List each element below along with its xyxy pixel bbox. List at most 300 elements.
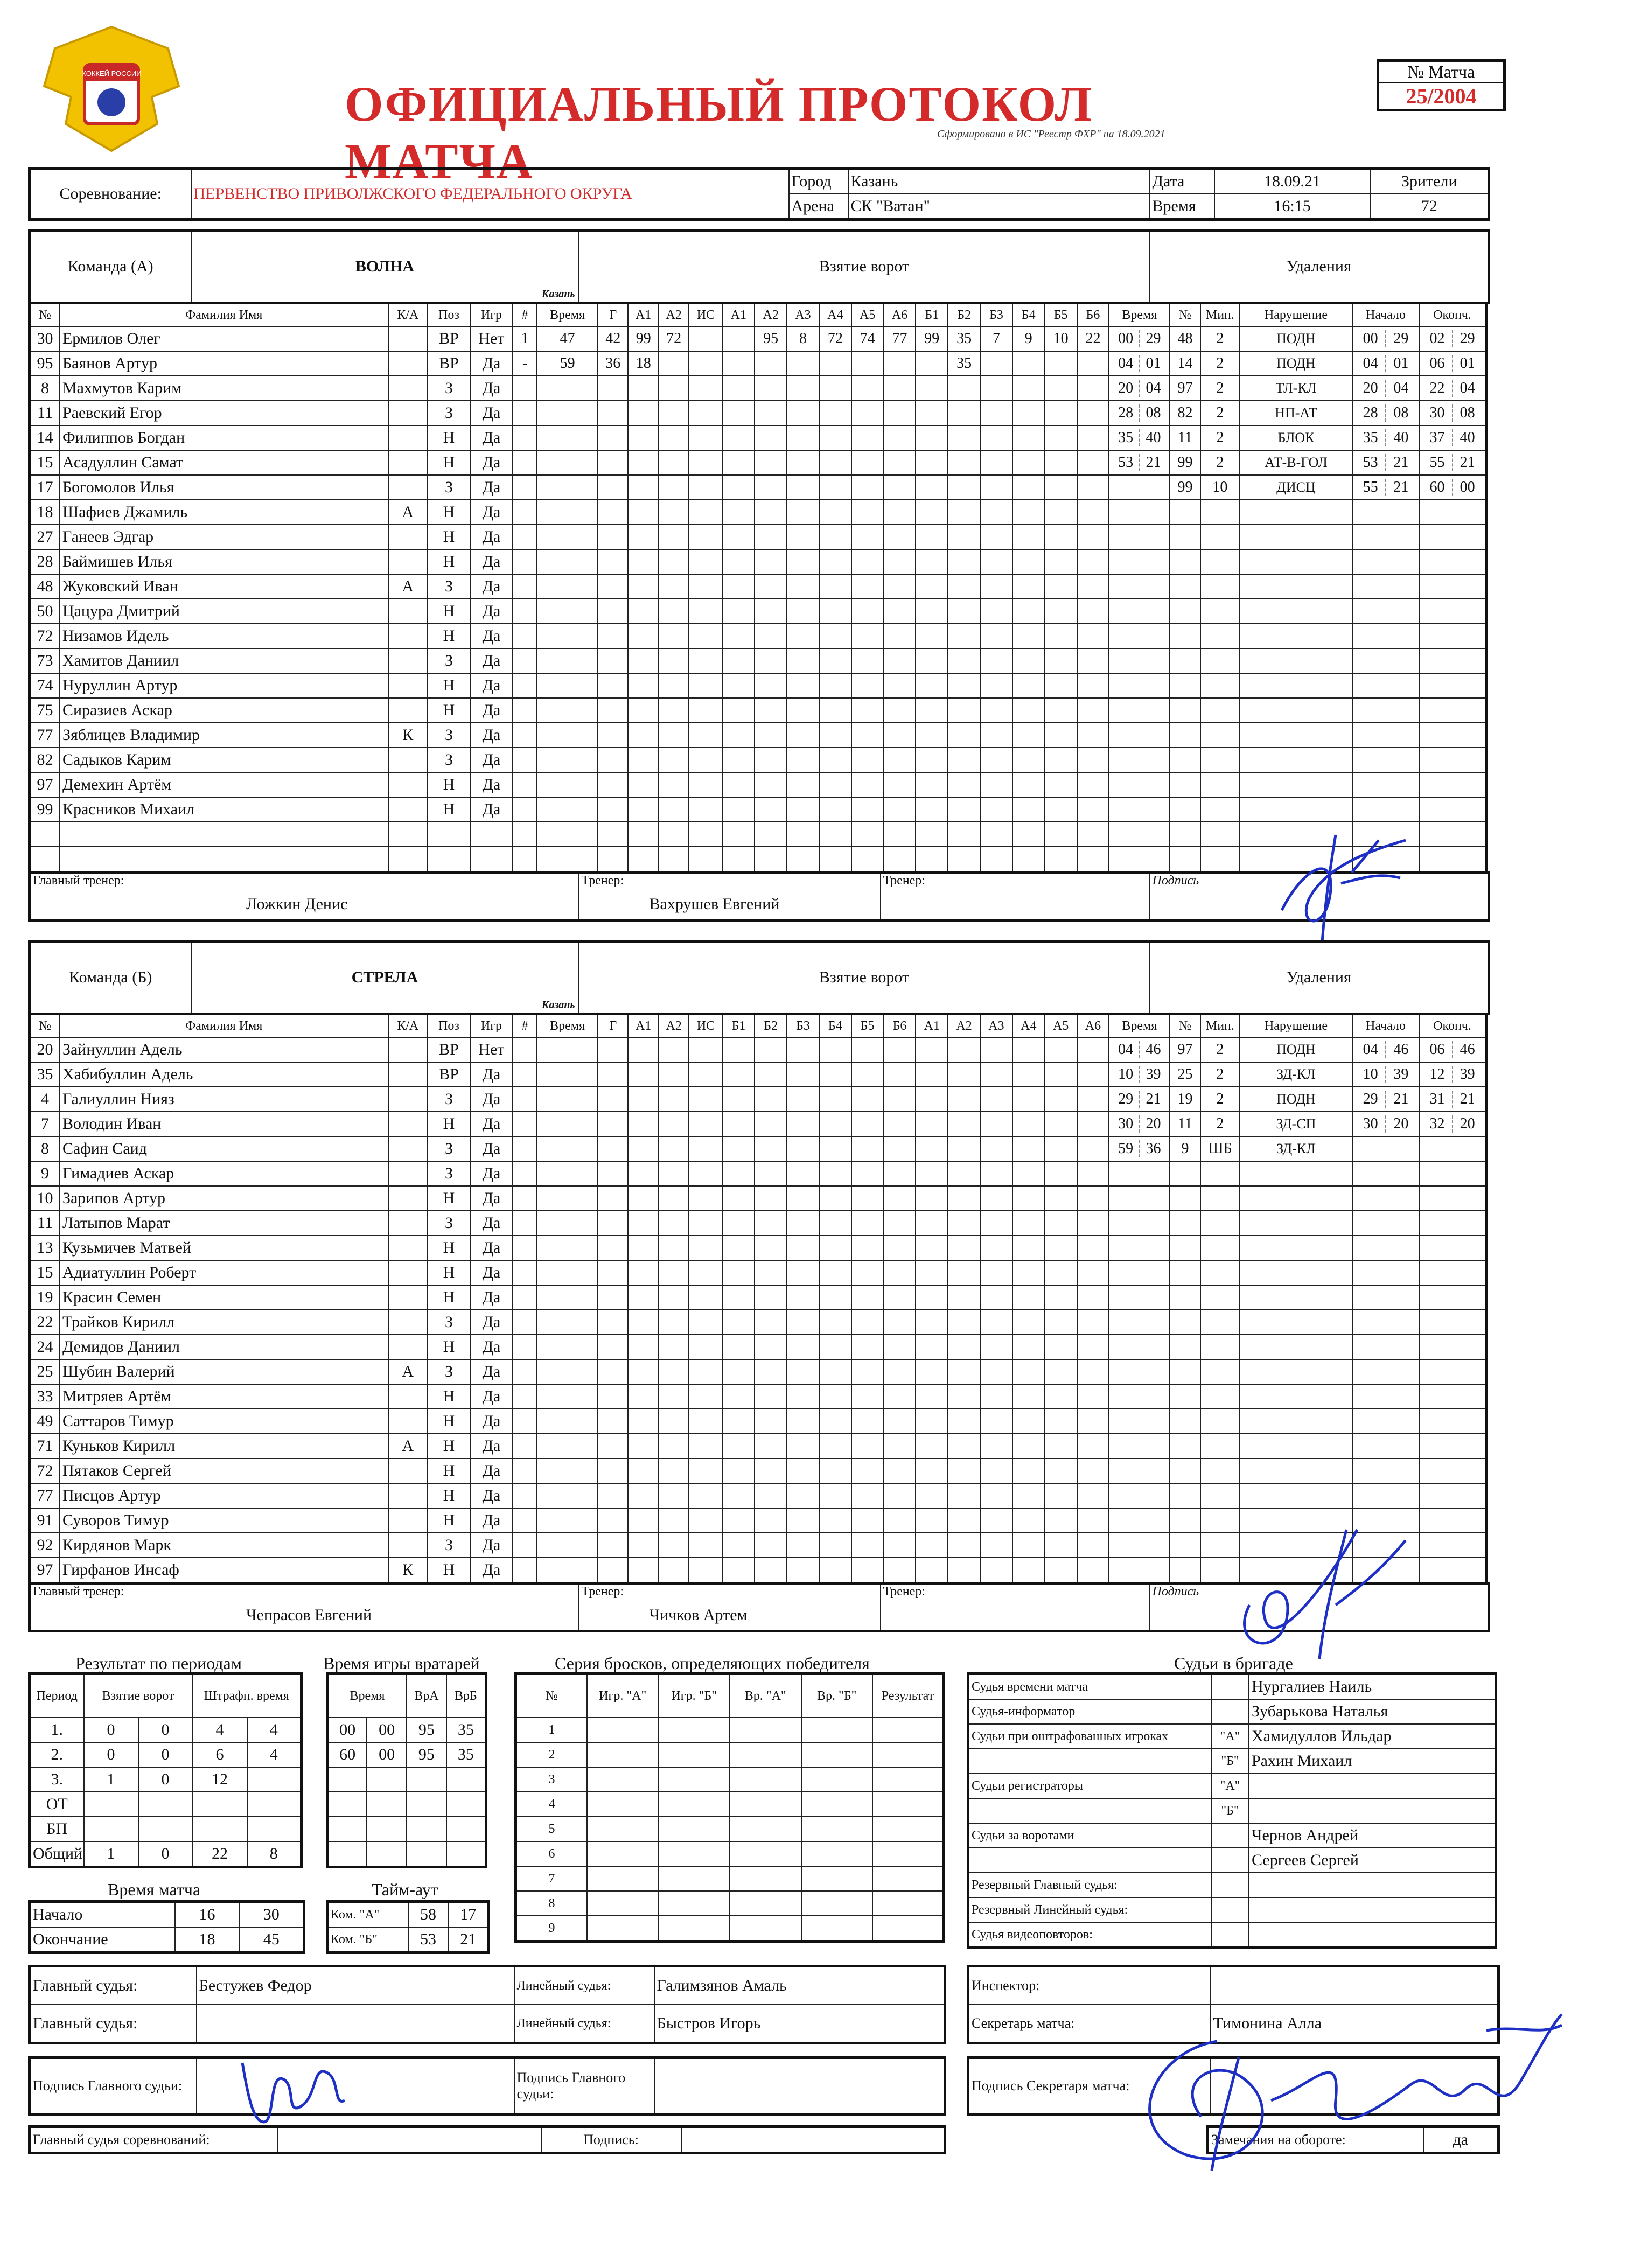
shootout-cell — [659, 1817, 730, 1841]
goal-cell — [787, 1236, 819, 1260]
goal-cell — [659, 698, 689, 723]
player-name: Шубин Валерий — [60, 1359, 388, 1384]
goal-cell — [598, 425, 628, 450]
player-role — [388, 1335, 428, 1359]
goal-cell — [884, 698, 916, 723]
timeout-a-sec: 17 — [449, 1902, 489, 1928]
goal-cell — [980, 475, 1012, 500]
col-header: Результат — [872, 1674, 944, 1718]
goal-cell — [659, 599, 689, 624]
goal-cell: 9 — [1012, 326, 1045, 351]
player-number: 25 — [30, 1359, 60, 1384]
player-number — [30, 847, 60, 873]
goal-cell — [659, 1211, 689, 1236]
goal-cell — [689, 351, 722, 376]
spectators-label: Зрители — [1371, 169, 1489, 194]
penalty-player: 99 — [1170, 450, 1200, 475]
goal-cell — [722, 1434, 755, 1459]
penalty-player: 9 — [1170, 1136, 1200, 1161]
player-number: 11 — [30, 1211, 60, 1236]
shootout-row — [516, 1916, 944, 1942]
goal-cell — [659, 1508, 689, 1533]
player-number: 15 — [30, 450, 60, 475]
player-name: Нуруллин Артур — [60, 673, 388, 698]
shootout-cell — [587, 1718, 659, 1742]
goal-cell — [628, 525, 658, 549]
goal-cell — [659, 1236, 689, 1260]
goalie-table — [326, 1672, 487, 1868]
seconds: 40 — [1385, 429, 1416, 446]
goal-cell — [787, 822, 819, 847]
goal-cell — [916, 1508, 948, 1533]
player-name: Демидов Даниил — [60, 1335, 388, 1359]
goal-cell — [659, 500, 689, 525]
goal-cell — [689, 1285, 722, 1310]
player-row — [30, 1062, 1486, 1087]
seconds: 04 — [1452, 380, 1482, 397]
goal-cell — [1077, 1558, 1109, 1583]
period-row — [30, 1792, 302, 1817]
goal-cell — [628, 1136, 658, 1161]
player-position: ВР — [428, 1037, 470, 1062]
goal-cell — [628, 500, 658, 525]
goal-cell — [1045, 1409, 1077, 1434]
col-header: Б2 — [948, 303, 980, 327]
goal-cell — [787, 1037, 819, 1062]
goal-cell — [916, 525, 948, 549]
player-role — [388, 1037, 428, 1062]
goal-cell — [537, 1384, 598, 1409]
goal-cell — [755, 475, 787, 500]
minutes: 22 — [1429, 380, 1445, 396]
player-name: Хабибуллин Адель — [60, 1062, 388, 1087]
goal-cell — [659, 1310, 689, 1335]
goal-cell — [1045, 1483, 1077, 1508]
goal-cell — [851, 1161, 884, 1186]
goal-cell — [1045, 574, 1077, 599]
player-played: Да — [470, 1236, 513, 1260]
goal-cell — [787, 748, 819, 772]
goal-cell — [980, 401, 1012, 425]
goal-cell — [755, 1508, 787, 1533]
main-ref-label-1: Главный судья: — [30, 1966, 197, 2005]
goal-cell — [851, 797, 884, 822]
secretary-label: Секретарь матча: — [968, 2005, 1211, 2043]
penalty-time — [1109, 1533, 1170, 1558]
main-ref-2 — [197, 2005, 514, 2043]
player-name: Садыков Карим — [60, 748, 388, 772]
penalty-start — [1352, 425, 1419, 450]
goal-cell — [722, 425, 755, 450]
goal-cell — [1012, 376, 1045, 401]
period-row — [30, 1767, 302, 1792]
goalie-min: 60 — [327, 1742, 367, 1767]
goal-cell — [598, 549, 628, 574]
goal-cell — [513, 822, 537, 847]
player-position: Н — [428, 525, 470, 549]
goal-cell — [598, 1359, 628, 1384]
goal-cell — [689, 1186, 722, 1211]
player-number: 18 — [30, 500, 60, 525]
col-header: А3 — [980, 1014, 1012, 1038]
shootout-row — [516, 1817, 944, 1841]
team-b-header — [28, 940, 1490, 1015]
player-name: Филиппов Богдан — [60, 425, 388, 450]
penalty-start — [1352, 1211, 1419, 1236]
col-header: Б5 — [851, 1014, 884, 1038]
goal-cell — [916, 1384, 948, 1409]
goal-cell — [884, 822, 916, 847]
goal-cell — [819, 648, 851, 673]
goal-cell — [628, 549, 658, 574]
player-played: Да — [470, 1062, 513, 1087]
goal-cell — [948, 599, 980, 624]
minutes: 30 — [1429, 404, 1445, 421]
goal-cell — [628, 1409, 658, 1434]
penalty-minutes — [1200, 1161, 1240, 1186]
seconds: 21 — [1385, 479, 1416, 496]
penalty-player — [1170, 822, 1200, 847]
goal-cell — [884, 500, 916, 525]
col-header: Период — [30, 1674, 84, 1718]
referee-row — [968, 1897, 1496, 1922]
goal-cell — [851, 1310, 884, 1335]
goal-cell — [537, 1136, 598, 1161]
goal-cell — [1077, 1508, 1109, 1533]
goal-cell — [598, 748, 628, 772]
goal-cell — [659, 847, 689, 873]
main-ref-label-2: Главный судья: — [30, 2005, 197, 2043]
goal-cell — [948, 772, 980, 797]
goal-cell — [884, 1112, 916, 1136]
penalty-minutes — [1200, 1186, 1240, 1211]
shootout-cell — [730, 1841, 801, 1866]
goal-cell — [948, 1310, 980, 1335]
player-number: 11 — [30, 401, 60, 425]
goal-cell — [628, 1384, 658, 1409]
goal-cell — [948, 1459, 980, 1483]
player-name: Зяблицев Владимир — [60, 723, 388, 748]
player-row — [30, 1335, 1486, 1359]
goal-cell — [1077, 723, 1109, 748]
penalty-violation: АТ-В-ГОЛ — [1240, 450, 1352, 475]
shootout-cell — [872, 1841, 944, 1866]
penalty-minutes: 2 — [1200, 1062, 1240, 1087]
penalty-time — [1109, 475, 1170, 500]
penalty-violation — [1240, 1260, 1352, 1285]
goal-cell — [513, 500, 537, 525]
goal-cell — [689, 425, 722, 450]
goal-cell — [980, 748, 1012, 772]
penalty-end — [1419, 797, 1486, 822]
penalty-minutes: 2 — [1200, 425, 1240, 450]
match-start-min: 30 — [240, 1902, 304, 1928]
goal-cell — [755, 1186, 787, 1211]
goal-cell — [722, 1508, 755, 1533]
goal-cell — [851, 1037, 884, 1062]
secretary-value: Тимонина Алла — [1211, 2005, 1499, 2043]
penalty-violation — [1240, 772, 1352, 797]
player-role — [388, 1260, 428, 1285]
goal-cell — [819, 1112, 851, 1136]
goal-cell — [659, 797, 689, 822]
goal-cell — [513, 1112, 537, 1136]
goal-cell — [1012, 425, 1045, 450]
goal-cell — [916, 673, 948, 698]
goal-cell — [851, 475, 884, 500]
goal-cell — [916, 822, 948, 847]
goal-cell — [1045, 1508, 1077, 1533]
penalty-start — [1352, 723, 1419, 748]
player-row — [30, 574, 1486, 599]
goal-cell — [689, 450, 722, 475]
player-position: ВР — [428, 351, 470, 376]
player-role: А — [388, 574, 428, 599]
penalty-time — [1109, 748, 1170, 772]
goal-cell — [598, 673, 628, 698]
goal-cell — [689, 1459, 722, 1483]
minutes: 28 — [1363, 404, 1378, 421]
goal-cell — [659, 401, 689, 425]
goal-cell: 10 — [1045, 326, 1077, 351]
goal-cell — [916, 450, 948, 475]
goal-cell — [755, 1260, 787, 1285]
goal-cell — [948, 1285, 980, 1310]
seconds: 40 — [1139, 429, 1167, 446]
penalty-violation — [1240, 1483, 1352, 1508]
goal-cell — [787, 1186, 819, 1211]
goal-cell — [513, 648, 537, 673]
referee-team — [1211, 1848, 1249, 1873]
goal-cell — [689, 376, 722, 401]
seconds: 00 — [1452, 479, 1482, 496]
player-role — [388, 1310, 428, 1335]
goal-cell — [598, 772, 628, 797]
goal-cell — [1045, 1335, 1077, 1359]
penalty-start — [1352, 376, 1419, 401]
penalty-time — [1109, 525, 1170, 549]
goal-cell — [819, 748, 851, 772]
penalty-time — [1109, 425, 1170, 450]
goal-cell — [537, 1112, 598, 1136]
shootout-cell — [801, 1742, 873, 1767]
goal-cell — [1077, 1037, 1109, 1062]
team-b-penalties-label: Удаления — [1150, 941, 1489, 1014]
goal-cell — [1045, 1186, 1077, 1211]
player-position: З — [428, 401, 470, 425]
goal-cell — [851, 1409, 884, 1434]
col-header: № — [516, 1674, 588, 1718]
goal-cell — [689, 1508, 722, 1533]
goals-a: 0 — [84, 1718, 138, 1742]
penalty-start — [1352, 698, 1419, 723]
player-played: Да — [470, 401, 513, 425]
team-b-signature — [1217, 1508, 1422, 1670]
penalty-time — [1109, 1508, 1170, 1533]
goal-cell — [659, 1037, 689, 1062]
penalty-player — [1170, 797, 1200, 822]
penalty-end — [1419, 1459, 1486, 1483]
player-played: Да — [470, 1260, 513, 1285]
goal-cell — [819, 1236, 851, 1260]
player-name: Гимадиев Аскар — [60, 1161, 388, 1186]
goal-cell — [980, 1310, 1012, 1335]
goal-cell — [513, 673, 537, 698]
penalty-start — [1352, 1161, 1419, 1186]
penalty-violation: ПОДН — [1240, 326, 1352, 351]
teamB-header-row — [30, 1014, 1486, 1038]
goal-cell — [948, 624, 980, 648]
goal-cell — [980, 1211, 1012, 1236]
player-position: Н — [428, 425, 470, 450]
goal-cell — [755, 1211, 787, 1236]
goal-cell — [884, 1533, 916, 1558]
goal-cell — [851, 1459, 884, 1483]
goal-cell — [722, 1161, 755, 1186]
minutes: 59 — [1118, 1140, 1134, 1157]
penalty-player — [1170, 847, 1200, 873]
goal-cell — [948, 1062, 980, 1087]
player-number: 4 — [30, 1087, 60, 1112]
player-role — [388, 1483, 428, 1508]
goal-cell — [980, 1335, 1012, 1359]
goal-cell — [1077, 525, 1109, 549]
penalty-minutes — [1200, 1310, 1240, 1335]
goal-cell — [628, 673, 658, 698]
referee-team — [1211, 1922, 1249, 1948]
shootout-cell — [659, 1767, 730, 1792]
goal-cell — [819, 599, 851, 624]
goal-cell — [787, 1359, 819, 1384]
player-played: Да — [470, 772, 513, 797]
goal-cell — [659, 1260, 689, 1285]
goal-cell — [884, 1037, 916, 1062]
minutes: 06 — [1429, 1041, 1445, 1058]
penalty-minutes — [1200, 1359, 1240, 1384]
penalty-end — [1419, 624, 1486, 648]
goal-cell — [1012, 525, 1045, 549]
goal-cell — [598, 1533, 628, 1558]
player-row — [30, 326, 1486, 351]
goal-cell — [755, 401, 787, 425]
col-header: Фамилия Имя — [60, 1014, 388, 1038]
goal-cell — [689, 1161, 722, 1186]
goal-cell — [916, 1136, 948, 1161]
shootout-cell — [659, 1718, 730, 1742]
team-a-goals-label: Взятие ворот — [579, 231, 1150, 303]
goal-cell — [659, 450, 689, 475]
goal-cell — [948, 1136, 980, 1161]
player-row — [30, 624, 1486, 648]
penalty-start — [1352, 549, 1419, 574]
goal-cell — [980, 425, 1012, 450]
goal-cell — [948, 376, 980, 401]
seconds: 29 — [1452, 330, 1482, 347]
minutes: 37 — [1429, 429, 1445, 446]
player-played: Да — [470, 574, 513, 599]
goal-cell — [787, 1285, 819, 1310]
goal-cell — [537, 624, 598, 648]
goal-cell — [1045, 822, 1077, 847]
goalie-header — [327, 1674, 486, 1718]
penalty-player: 97 — [1170, 376, 1200, 401]
goal-cell — [722, 1186, 755, 1211]
goal-cell — [916, 648, 948, 673]
player-position: Н — [428, 1236, 470, 1260]
goal-cell — [659, 525, 689, 549]
goal-cell — [628, 1087, 658, 1112]
goal-cell — [1012, 1211, 1045, 1236]
goal-cell — [659, 1062, 689, 1087]
minutes: 20 — [1363, 380, 1378, 396]
player-number: 30 — [30, 326, 60, 351]
goal-cell — [689, 748, 722, 772]
periods-title: Результат по периодам — [75, 1653, 242, 1673]
goalie-a: 95 — [407, 1742, 446, 1767]
goal-cell — [851, 351, 884, 376]
signatures-table — [28, 2056, 946, 2116]
player-role — [388, 1062, 428, 1087]
goal-cell — [851, 1508, 884, 1533]
player-played: Да — [470, 425, 513, 450]
competition-info — [28, 167, 1490, 221]
goal-cell — [787, 1409, 819, 1434]
goal-cell — [1077, 574, 1109, 599]
goal-cell — [980, 1434, 1012, 1459]
goal-cell — [1012, 500, 1045, 525]
goal-cell — [1077, 748, 1109, 772]
minutes: 06 — [1429, 355, 1445, 372]
penalty-time — [1109, 1112, 1170, 1136]
goal-cell — [755, 1062, 787, 1087]
penalty-end — [1419, 1359, 1486, 1384]
team-a-head-coach-label: Главный тренер: — [33, 874, 124, 888]
match-start-hour: 16 — [175, 1902, 240, 1928]
player-played: Да — [470, 723, 513, 748]
shootout-cell — [801, 1817, 873, 1841]
goal-cell — [659, 1434, 689, 1459]
goal-cell — [787, 1434, 819, 1459]
team-b-coach-label: Тренер: — [581, 1585, 624, 1599]
player-number: 28 — [30, 549, 60, 574]
referee-name: Сергеев Сергей — [1249, 1848, 1496, 1873]
penalty-minutes — [1200, 1459, 1240, 1483]
player-position: З — [428, 748, 470, 772]
goal-cell — [787, 351, 819, 376]
goal-cell — [722, 599, 755, 624]
player-position: Н — [428, 1112, 470, 1136]
minutes: 55 — [1363, 479, 1378, 496]
penalty-end — [1419, 723, 1486, 748]
col-header: А2 — [948, 1014, 980, 1038]
seconds: 20 — [1385, 1115, 1416, 1133]
penalty-start — [1352, 1409, 1419, 1434]
goal-cell — [513, 599, 537, 624]
goal-cell — [513, 1558, 537, 1583]
goal-cell — [598, 1508, 628, 1533]
penalty-player — [1170, 1161, 1200, 1186]
player-role — [388, 847, 428, 873]
goal-cell — [722, 574, 755, 599]
player-role — [388, 822, 428, 847]
goal-cell — [689, 1136, 722, 1161]
shootout-cell — [730, 1866, 801, 1891]
col-header: К/А — [388, 1014, 428, 1038]
goal-cell — [916, 723, 948, 748]
goal-cell — [722, 450, 755, 475]
goal-cell — [1077, 1533, 1109, 1558]
goal-cell — [884, 1359, 916, 1384]
